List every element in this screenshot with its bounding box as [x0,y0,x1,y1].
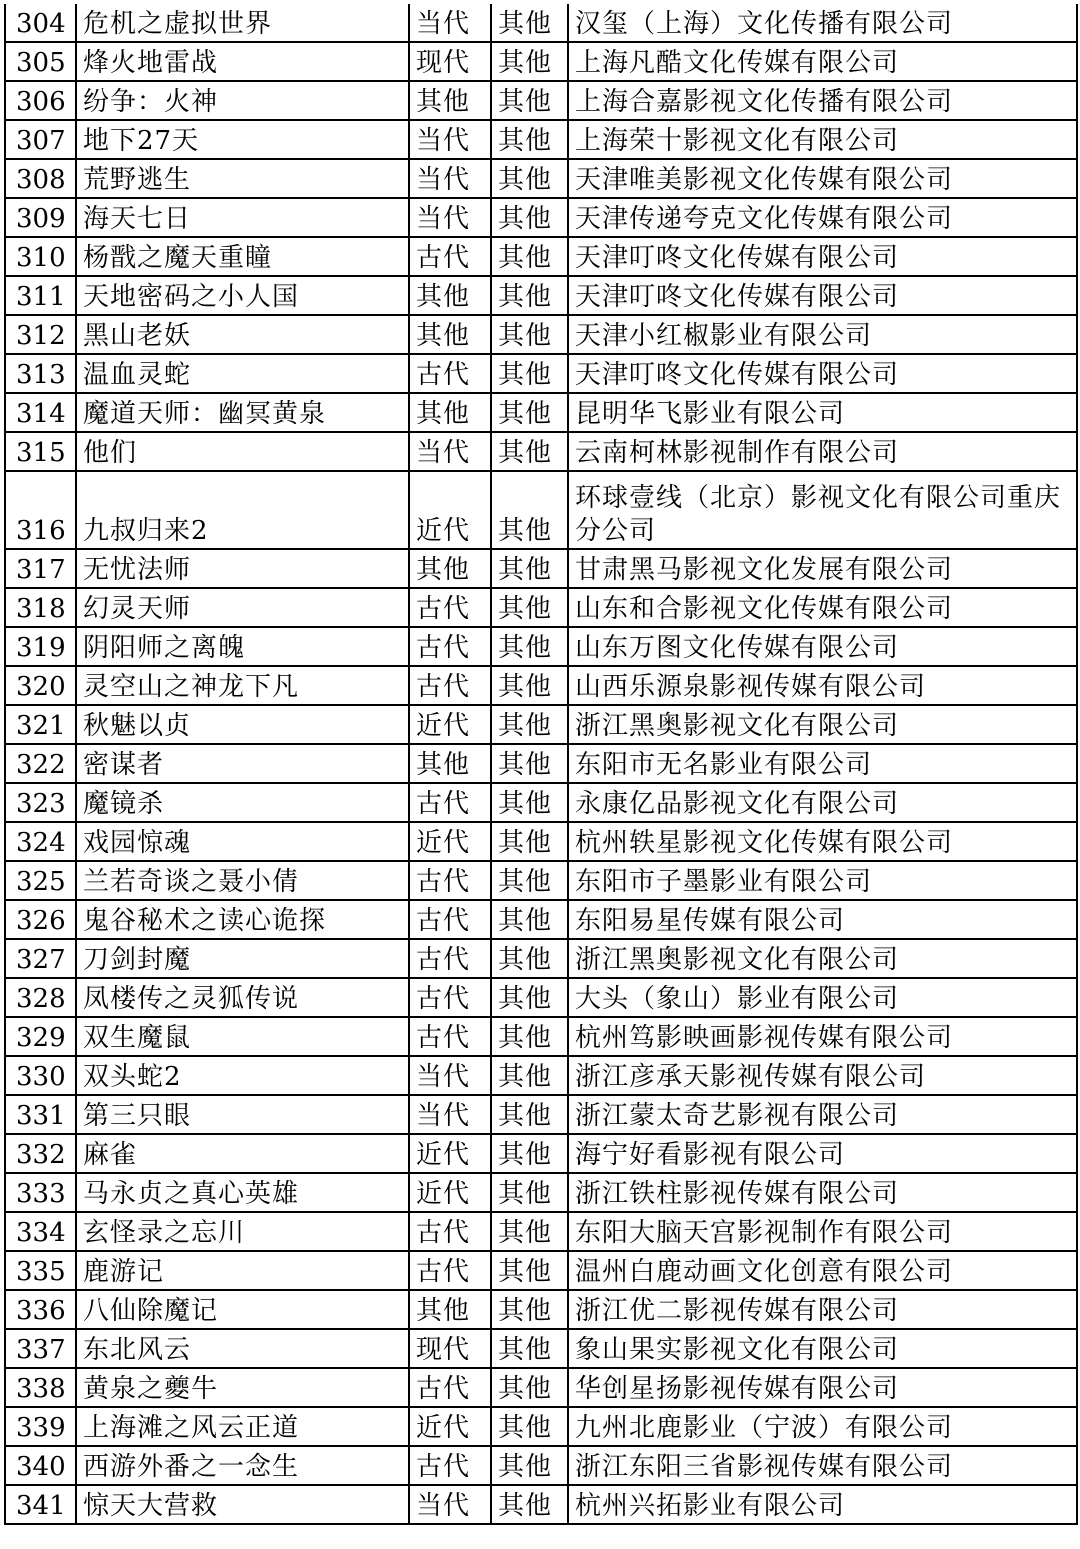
table-row [5,1446,1077,1485]
genre-cell: 其他 [491,978,568,1017]
genre-cell: 其他 [491,4,568,42]
era-cell: 其他 [409,276,491,315]
title-cell: 西游外番之一念生 [76,1446,409,1485]
genre-cell: 其他 [491,81,568,120]
row-number-cell: 328 [5,978,76,1017]
company-cell: 象山果实影视文化有限公司 [568,1329,1077,1368]
genre-cell: 其他 [491,1446,568,1485]
row-number-cell: 338 [5,1368,76,1407]
row-number-cell: 308 [5,159,76,198]
title-cell: 双头蛇2 [76,1056,409,1095]
table-row [5,1407,1077,1446]
row-number-cell: 337 [5,1329,76,1368]
row-number-cell: 340 [5,1446,76,1485]
era-cell: 古代 [409,1446,491,1485]
company-cell: 环球壹线（北京）影视文化有限公司重庆分公司 [568,471,1077,549]
row-number-cell: 306 [5,81,76,120]
row-number-cell: 324 [5,822,76,861]
table-row [5,705,1077,744]
row-number-cell: 305 [5,42,76,81]
table-row [5,120,1077,159]
title-cell: 刀剑封魔 [76,939,409,978]
era-cell: 其他 [409,81,491,120]
era-cell: 当代 [409,1056,491,1095]
genre-cell: 其他 [491,120,568,159]
title-cell: 温血灵蛇 [76,354,409,393]
era-cell: 古代 [409,1368,491,1407]
title-cell: 惊天大营救 [76,1485,409,1524]
title-cell: 阴阳师之离魄 [76,627,409,666]
title-cell: 密谋者 [76,744,409,783]
row-number-cell: 321 [5,705,76,744]
title-cell: 荒野逃生 [76,159,409,198]
company-cell: 东阳市无名影业有限公司 [568,744,1077,783]
era-cell: 当代 [409,198,491,237]
genre-cell: 其他 [491,432,568,471]
title-cell: 麻雀 [76,1134,409,1173]
row-number-cell: 312 [5,315,76,354]
table-row [5,315,1077,354]
era-cell: 其他 [409,1290,491,1329]
era-cell: 其他 [409,549,491,588]
title-cell: 鬼谷秘术之读心诡探 [76,900,409,939]
company-cell: 浙江黑奥影视文化有限公司 [568,939,1077,978]
company-cell: 山东万图文化传媒有限公司 [568,627,1077,666]
row-number-cell: 310 [5,237,76,276]
genre-cell: 其他 [491,1290,568,1329]
era-cell: 近代 [409,705,491,744]
table-row [5,471,1077,549]
table-row [5,1251,1077,1290]
row-number-cell: 339 [5,1407,76,1446]
genre-cell: 其他 [491,42,568,81]
title-cell: 灵空山之神龙下凡 [76,666,409,705]
era-cell: 当代 [409,1485,491,1524]
table-row [5,432,1077,471]
table-row [5,822,1077,861]
title-cell: 马永贞之真心英雄 [76,1173,409,1212]
title-cell: 玄怪录之忘川 [76,1212,409,1251]
company-cell: 甘肃黑马影视文化发展有限公司 [568,549,1077,588]
company-cell: 上海荣十影视文化有限公司 [568,120,1077,159]
row-number-cell: 330 [5,1056,76,1095]
table-row [5,861,1077,900]
table-row [5,978,1077,1017]
era-cell: 当代 [409,4,491,42]
company-cell: 杭州兴拓影业有限公司 [568,1485,1077,1524]
row-number-cell: 335 [5,1251,76,1290]
genre-cell: 其他 [491,666,568,705]
genre-cell: 其他 [491,1212,568,1251]
table-row [5,939,1077,978]
row-number-cell: 323 [5,783,76,822]
row-number-cell: 311 [5,276,76,315]
company-cell: 浙江东阳三省影视传媒有限公司 [568,1446,1077,1485]
genre-cell: 其他 [491,939,568,978]
title-cell: 兰若奇谈之聂小倩 [76,861,409,900]
era-cell: 古代 [409,354,491,393]
genre-cell: 其他 [491,549,568,588]
company-cell: 天津唯美影视文化传媒有限公司 [568,159,1077,198]
era-cell: 古代 [409,978,491,1017]
company-cell: 杭州轶星影视文化传媒有限公司 [568,822,1077,861]
table-row [5,588,1077,627]
era-cell: 古代 [409,1212,491,1251]
company-cell: 天津传递夸克文化传媒有限公司 [568,198,1077,237]
row-number-cell: 314 [5,393,76,432]
genre-cell: 其他 [491,1251,568,1290]
table-row [5,627,1077,666]
row-number-cell: 325 [5,861,76,900]
genre-cell: 其他 [491,627,568,666]
genre-cell: 其他 [491,1017,568,1056]
table-row [5,1368,1077,1407]
row-number-cell: 341 [5,1485,76,1524]
company-cell: 浙江铁柱影视传媒有限公司 [568,1173,1077,1212]
genre-cell: 其他 [491,276,568,315]
table-row [5,1017,1077,1056]
table-row [5,666,1077,705]
era-cell: 其他 [409,315,491,354]
table-row [5,1329,1077,1368]
row-number-cell: 336 [5,1290,76,1329]
era-cell: 当代 [409,159,491,198]
era-cell: 古代 [409,861,491,900]
table-row [5,1134,1077,1173]
genre-cell: 其他 [491,783,568,822]
era-cell: 古代 [409,783,491,822]
company-cell: 九州北鹿影业（宁波）有限公司 [568,1407,1077,1446]
genre-cell: 其他 [491,393,568,432]
era-cell: 近代 [409,1407,491,1446]
company-cell: 天津叮咚文化传媒有限公司 [568,276,1077,315]
genre-cell: 其他 [491,1056,568,1095]
table-row [5,237,1077,276]
company-cell: 永康亿品影视文化有限公司 [568,783,1077,822]
company-cell: 山东和合影视文化传媒有限公司 [568,588,1077,627]
era-cell: 古代 [409,900,491,939]
table-row [5,783,1077,822]
company-cell: 汉玺（上海）文化传播有限公司 [568,4,1077,42]
row-number-cell: 313 [5,354,76,393]
genre-cell: 其他 [491,1095,568,1134]
title-cell: 纷争：火神 [76,81,409,120]
row-number-cell: 319 [5,627,76,666]
table-row [5,900,1077,939]
title-cell: 魔镜杀 [76,783,409,822]
title-cell: 黑山老妖 [76,315,409,354]
title-cell: 双生魔鼠 [76,1017,409,1056]
genre-cell: 其他 [491,861,568,900]
company-cell: 浙江彦承天影视传媒有限公司 [568,1056,1077,1095]
company-cell: 昆明华飞影业有限公司 [568,393,1077,432]
title-cell: 魔道天师：幽冥黄泉 [76,393,409,432]
company-cell: 浙江优二影视传媒有限公司 [568,1290,1077,1329]
genre-cell: 其他 [491,1485,568,1524]
company-cell: 杭州笃影映画影视传媒有限公司 [568,1017,1077,1056]
table-row [5,198,1077,237]
table-row [5,81,1077,120]
title-cell: 杨戬之魔天重瞳 [76,237,409,276]
row-number-cell: 329 [5,1017,76,1056]
genre-cell: 其他 [491,354,568,393]
genre-cell: 其他 [491,471,568,549]
table-row [5,393,1077,432]
title-cell: 八仙除魔记 [76,1290,409,1329]
registration-table [4,4,1078,1525]
table-row [5,744,1077,783]
era-cell: 古代 [409,666,491,705]
era-cell: 当代 [409,432,491,471]
genre-cell: 其他 [491,159,568,198]
row-number-cell: 315 [5,432,76,471]
table-row [5,1095,1077,1134]
company-cell: 上海合嘉影视文化传播有限公司 [568,81,1077,120]
title-cell: 他们 [76,432,409,471]
company-cell: 大头（象山）影业有限公司 [568,978,1077,1017]
company-cell: 东阳大脑天宫影视制作有限公司 [568,1212,1077,1251]
genre-cell: 其他 [491,822,568,861]
row-number-cell: 331 [5,1095,76,1134]
company-cell: 云南柯林影视制作有限公司 [568,432,1077,471]
company-cell: 东阳易星传媒有限公司 [568,900,1077,939]
row-number-cell: 332 [5,1134,76,1173]
company-cell: 华创星扬影视传媒有限公司 [568,1368,1077,1407]
genre-cell: 其他 [491,315,568,354]
title-cell: 危机之虚拟世界 [76,4,409,42]
era-cell: 当代 [409,120,491,159]
table-row [5,4,1077,42]
company-cell: 温州白鹿动画文化创意有限公司 [568,1251,1077,1290]
era-cell: 古代 [409,939,491,978]
table-row [5,354,1077,393]
table-row [5,1485,1077,1524]
table-row [5,1056,1077,1095]
era-cell: 现代 [409,42,491,81]
table-row [5,1290,1077,1329]
row-number-cell: 318 [5,588,76,627]
table-row [5,42,1077,81]
row-number-cell: 316 [5,471,76,549]
genre-cell: 其他 [491,1407,568,1446]
company-cell: 上海凡酷文化传媒有限公司 [568,42,1077,81]
era-cell: 近代 [409,822,491,861]
table-row [5,276,1077,315]
title-cell: 第三只眼 [76,1095,409,1134]
genre-cell: 其他 [491,1134,568,1173]
table-row [5,159,1077,198]
genre-cell: 其他 [491,744,568,783]
company-cell: 天津小红椒影业有限公司 [568,315,1077,354]
row-number-cell: 309 [5,198,76,237]
company-cell: 天津叮咚文化传媒有限公司 [568,354,1077,393]
era-cell: 近代 [409,1173,491,1212]
title-cell: 戏园惊魂 [76,822,409,861]
era-cell: 古代 [409,627,491,666]
row-number-cell: 322 [5,744,76,783]
row-number-cell: 334 [5,1212,76,1251]
table-row [5,549,1077,588]
era-cell: 现代 [409,1329,491,1368]
row-number-cell: 326 [5,900,76,939]
title-cell: 黄泉之夔牛 [76,1368,409,1407]
company-cell: 东阳市子墨影业有限公司 [568,861,1077,900]
row-number-cell: 304 [5,4,76,42]
title-cell: 海天七日 [76,198,409,237]
era-cell: 当代 [409,1095,491,1134]
title-cell: 地下27天 [76,120,409,159]
title-cell: 九叔归来2 [76,471,409,549]
genre-cell: 其他 [491,1368,568,1407]
era-cell: 古代 [409,588,491,627]
row-number-cell: 317 [5,549,76,588]
genre-cell: 其他 [491,588,568,627]
table-body [5,4,1077,1524]
title-cell: 上海滩之风云正道 [76,1407,409,1446]
title-cell: 天地密码之小人国 [76,276,409,315]
company-cell: 山西乐源泉影视传媒有限公司 [568,666,1077,705]
row-number-cell: 327 [5,939,76,978]
title-cell: 鹿游记 [76,1251,409,1290]
row-number-cell: 307 [5,120,76,159]
era-cell: 近代 [409,1134,491,1173]
era-cell: 其他 [409,393,491,432]
era-cell: 古代 [409,1251,491,1290]
company-cell: 浙江蒙太奇艺影视有限公司 [568,1095,1077,1134]
title-cell: 幻灵天师 [76,588,409,627]
title-cell: 无忧法师 [76,549,409,588]
era-cell: 古代 [409,1017,491,1056]
title-cell: 烽火地雷战 [76,42,409,81]
genre-cell: 其他 [491,705,568,744]
row-number-cell: 333 [5,1173,76,1212]
genre-cell: 其他 [491,900,568,939]
genre-cell: 其他 [491,237,568,276]
genre-cell: 其他 [491,1329,568,1368]
table-row [5,1173,1077,1212]
genre-cell: 其他 [491,1173,568,1212]
table-row [5,1212,1077,1251]
company-cell: 天津叮咚文化传媒有限公司 [568,237,1077,276]
era-cell: 古代 [409,237,491,276]
era-cell: 近代 [409,471,491,549]
row-number-cell: 320 [5,666,76,705]
company-cell: 浙江黑奥影视文化有限公司 [568,705,1077,744]
era-cell: 其他 [409,744,491,783]
title-cell: 凤楼传之灵狐传说 [76,978,409,1017]
title-cell: 秋魅以贞 [76,705,409,744]
genre-cell: 其他 [491,198,568,237]
company-cell: 海宁好看影视有限公司 [568,1134,1077,1173]
title-cell: 东北风云 [76,1329,409,1368]
